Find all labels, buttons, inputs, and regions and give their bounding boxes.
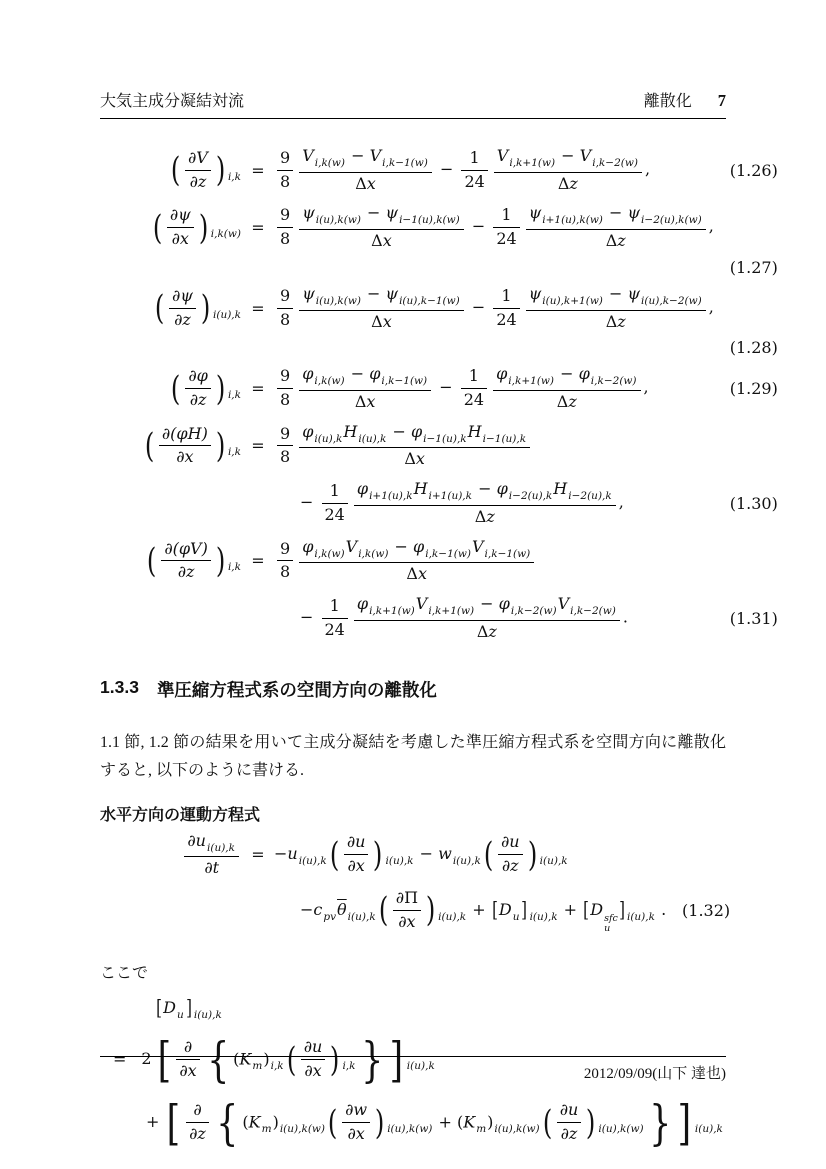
equation-line: = 2 [ ∂ ∂x { $(K_m)_{i,k}$( $\frac{\partial u}{\partial x}$ ) $_{i,k}$ } ] $_{i(u),k}$ bbox=[113, 1031, 435, 1088]
equation-rhs: $\frac{9}{8}$ $\varphi_{i(u),k}H_{i(u),k} - \varphi_{i-1(u),k}H_{i-1(u),k}$ Δx bbox=[274, 422, 533, 470]
section-number: 1.3.3 bbox=[100, 676, 139, 697]
equation-relation: = bbox=[251, 379, 265, 399]
equation-lhs: ( $\frac{\partial\psi}{\partial x}$ ) $_{i,k(w)}$ bbox=[152, 205, 241, 249]
equation-lhs: ( $\frac{\partial V}{\partial z}$ ) $_{i,k}$ bbox=[170, 147, 241, 191]
equation-lhs: ( $\frac{\partial(\varphi H)}{\partial x}$ ) $_{i,k}$ bbox=[144, 423, 241, 467]
equation-rhs: $-u_{i(u),k}$( $\frac{\partial u}{\partial x}$ ) $_{i(u),k} - w_{i(u),k}$( $\frac{\partial u}{\partial z}$ ) $_{i(u),k}$ bbox=[274, 832, 568, 876]
equation-rhs: $\frac{9}{8}$ $\frac{\psi_{i(u),k(w)} - \psi_{i(u),k-1(w)}}{\Delta x}$ − $\frac{1}{24}$ $\frac{\psi_{i(u),k+1(w)} - \psi_{i(u),k-2(w)}}{\Delta z}$ , bbox=[274, 284, 714, 332]
equation-rhs: $\frac{9}{8}$ $\frac{V_{i,k(w)} - V_{i,k-1(w)}}{\Delta x}$ − $\frac{1}{24}$ $\frac{V_{i,k+1(w)} - V_{i,k-2(w)}}{\Delta z}$ , bbox=[274, 146, 650, 194]
equation-rhs: $-c_{pv}\overline{\theta}_{i(u),k}$( $\frac{\partial\Pi}{\partial x}$ ) $_{i(u),k} + [D_u$ ] $_{i(u),k}$ + [D sfc u ] $_{i(u),k}$ . bbox=[300, 887, 667, 934]
equation-relation: = bbox=[251, 436, 265, 456]
equation-lhs: ( $\frac{\partial(\varphi V)}{\partial z}$ ) $_{i,k}$ bbox=[147, 538, 241, 582]
equation-group-momentum bbox=[100, 830, 731, 934]
page-number: 7 bbox=[717, 91, 726, 110]
equation-rhs: − $\frac{1}{24}$ $\frac{\varphi_{i,k+1(w)}V_{i,k+1(w)} - \varphi_{i,k-2(w)}V_{i,k-2(w)}}{\Delta z}$ . bbox=[300, 594, 628, 641]
equation-line: + [ ∂ ∂z { $(K_m)_{i(u),k(w)}$( $\frac{\partial w}{\partial x}$ ) $_{i(u),k(w)} + (K_m)_{i(u),k(w)}$( $\frac{\partial u}{\partial z}$ ) $_{i(u),k(w)}$ } ] $_{i(u),k}$ bbox=[146, 1094, 723, 1151]
equation-rhs: $\frac{9}{8}$ $\frac{\varphi_{i,k(w)} - \varphi_{i,k-1(w)}}{\Delta x}$ − $\frac{1}{24}$ $\frac{\varphi_{i,k+1(w)} - \varphi_{i,k-2(w)}}{\Delta z}$ , bbox=[274, 364, 649, 412]
header-section-label: 離散化 bbox=[643, 93, 692, 110]
equation-relation: = bbox=[251, 551, 265, 571]
section-title: 準圧縮方程式系の空間方向の離散化 bbox=[156, 679, 437, 700]
header-rule bbox=[100, 118, 726, 119]
equation-rhs: $\frac{9}{8}$ $\frac{\varphi_{i,k(w)}V_{i,k(w)} - \varphi_{i,k-1(w)}V_{i,k-1(w)}}{\Delta x}$ bbox=[274, 537, 537, 585]
body-paragraph: 1.1 節, 1.2 節の結果を用いて主成分凝結を考慮した準圧縮方程式系を空間方向に離散化すると, 以下のように書ける. bbox=[100, 733, 726, 779]
equation-rhs: $\frac{9}{8}$ $\frac{\psi_{i(u),k(w)} - \psi_{i-1(u),k(w)}}{\Delta x}$ − $\frac{1}{24}$ $\frac{\psi_{i+1(u),k(w)} - \psi_{i-2(u),k(w)}}{\Delta z}$ , bbox=[274, 203, 714, 251]
kokode-label: ここで bbox=[100, 964, 149, 982]
equation-number: (1.28) bbox=[729, 338, 778, 358]
equation-lhs: $\frac{\partial u_{i(u),k}}{\partial t}$ bbox=[181, 831, 242, 879]
equation-number: (1.32) bbox=[682, 901, 731, 921]
section-heading bbox=[100, 677, 726, 702]
equation-number: (1.29) bbox=[729, 379, 778, 399]
footer-date-author: 2012/09/09(山下 達也) bbox=[583, 1066, 726, 1082]
subheading-horizontal-momentum: 水平方向の運動方程式 bbox=[100, 806, 261, 824]
equation-number: (1.26) bbox=[729, 160, 778, 180]
page-header bbox=[100, 88, 726, 111]
page-footer bbox=[100, 1056, 726, 1083]
equation-relation: = bbox=[251, 845, 265, 865]
equation-rhs: − $\frac{1}{24}$ $\varphi_{i+1(u),k}H_{i+1(u),k} - \varphi_{i-2(u),k}H_{i-2(u),k}$ Δz , bbox=[300, 479, 624, 526]
header-title-left: 大気主成分凝結対流 bbox=[100, 93, 245, 110]
equation-relation: = bbox=[251, 160, 265, 180]
header-right-group bbox=[644, 88, 726, 111]
equation-lhs: ( $\frac{\partial\varphi}{\partial z}$ ) $_{i,k}$ bbox=[171, 366, 241, 410]
equation-group-discretization bbox=[100, 146, 778, 643]
equation-number: (1.31) bbox=[729, 608, 778, 628]
footer-rule bbox=[100, 1056, 726, 1057]
equation-number: (1.30) bbox=[729, 493, 778, 513]
equation-lhs: ( $\frac{\partial\psi}{\partial z}$ ) $_{i(u),k}$ bbox=[154, 285, 241, 329]
equation-relation: = bbox=[251, 218, 265, 238]
equation-line: [$D_u$ ] $_{i(u),k}$ bbox=[156, 995, 222, 1021]
equation-relation: = bbox=[251, 298, 265, 318]
equation-number: (1.27) bbox=[729, 257, 778, 277]
